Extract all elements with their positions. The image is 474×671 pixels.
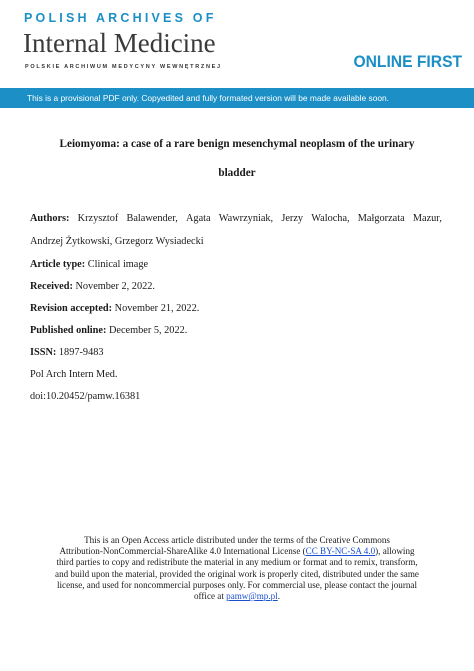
published-online-date [30, 325, 187, 336]
article-type [30, 259, 148, 270]
license-line: license, and used for noncommercial purposes only. For commercial use, please contact the journal [56, 579, 417, 590]
journal-header [0, 0, 474, 88]
license-text: ), allowing [375, 546, 415, 557]
received-value: November 2, 2022. [75, 281, 155, 292]
license-line: and build upon the material, provided the original work is properly cited, distributed under the same [55, 568, 419, 579]
author-word: Małgorzata [357, 213, 405, 224]
published-online-value: December 5, 2022. [108, 325, 188, 336]
authors-label: Authors: [30, 213, 70, 224]
provisional-banner: This is a provisional PDF only. Copyedited and fully formated version will be made available soon. [0, 88, 474, 108]
article-title-line-1: Leiomyoma: a case of a rare benign mesenchymal neoplasm of the urinary [59, 138, 415, 150]
published-online-label: Published online: [30, 325, 107, 336]
author-word: Agata [186, 213, 211, 224]
license-notice [30, 535, 444, 602]
issn-label: ISSN: [30, 347, 57, 358]
journal-subtitle: POLSKIE ARCHIWUM MEDYCYNY WEWNĘTRZNEJ [25, 64, 222, 70]
authors-line-2: Andrzej Żytkowski, Grzegorz Wysiadecki [30, 236, 204, 247]
authors-line-1 [30, 213, 442, 224]
author-word: Balawender, [126, 213, 178, 224]
online-first-label: ONLINE FIRST [353, 52, 462, 71]
issn-value: 1897-9483 [58, 347, 104, 358]
received-date [30, 281, 155, 292]
author-word: Walocha, [311, 213, 350, 224]
author-word: Mazur, [412, 213, 442, 224]
journal-abbreviation: Pol Arch Intern Med. [30, 369, 118, 380]
license-line: third parties to copy and redistribute the material in any medium or format and to remix, transform, [56, 557, 418, 568]
license-line [30, 546, 444, 557]
journal-name: Internal Medicine [23, 28, 216, 58]
revision-accepted-label: Revision accepted: [30, 303, 113, 314]
license-text: . [277, 591, 280, 602]
article-type-label: Article type: [30, 259, 86, 270]
license-text: office at [193, 591, 227, 602]
issn [30, 347, 104, 358]
revision-accepted-date [30, 303, 199, 314]
license-line: This is an Open Access article distributed under the terms of the Creative Commons [84, 535, 390, 545]
journal-top-title: POLISH ARCHIVES OF [24, 11, 217, 25]
author-word: Wawrzyniak, [218, 213, 274, 224]
doi: doi:10.20452/pamw.16381 [30, 391, 141, 402]
license-line [30, 591, 444, 602]
received-label: Received: [30, 281, 73, 292]
article-title-line-2: bladder [218, 167, 256, 179]
article-type-value: Clinical image [87, 259, 149, 270]
journal-email-link[interactable]: pamw@mp.pl [226, 591, 278, 602]
cc-license-link[interactable]: CC BY-NC-SA 4.0 [305, 546, 376, 557]
license-text: Attribution-NonCommercial-ShareAlike 4.0 International License ( [59, 546, 306, 557]
author-word: Jerzy [281, 213, 304, 224]
author-word: Krzysztof [77, 213, 119, 224]
revision-accepted-value: November 21, 2022. [114, 303, 200, 314]
